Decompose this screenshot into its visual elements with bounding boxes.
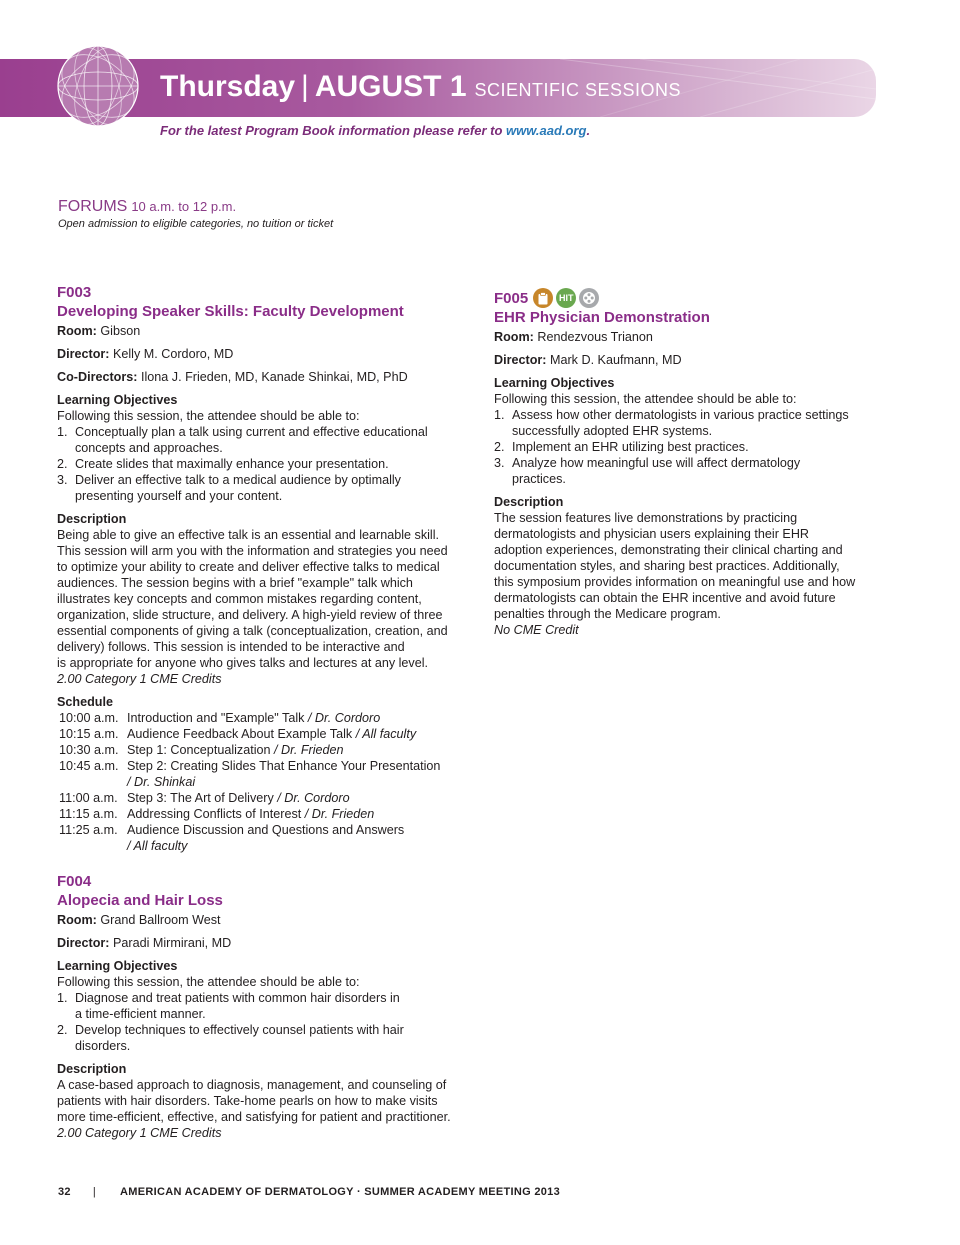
list-item [57,424,467,456]
list-item [57,456,467,472]
notice-suffix: . [586,123,591,138]
item-text-cont: a time-efficient manner. [75,1007,206,1021]
item-number: 1. [57,425,68,439]
room-line [494,329,894,345]
forums-time: 10 a.m. to 12 p.m. [131,199,237,214]
session-f003 [57,283,467,854]
codirectors-label: Co-Directors: [57,370,138,384]
schedule-heading: Schedule [57,695,113,709]
schedule-row [57,758,467,790]
schedule-row [57,806,467,822]
schedule-list [57,710,467,854]
schedule-speaker: / All faculty [352,727,417,741]
schedule-text: Audience Discussion and Questions and Answers [127,823,405,837]
session-code: F004 [57,873,92,890]
page-footer [58,1186,560,1198]
description-line: penalties through the Medicare program. [494,607,721,621]
schedule-text: Step 1: Conceptualization [127,743,271,757]
schedule-text: Audience Feedback About Example Talk [127,727,353,741]
schedule-speaker: / Dr. Cordoro [273,791,350,805]
list-item [494,455,894,487]
schedule-text: Step 2: Creating Slides That Enhance Your Presentation [127,759,441,773]
schedule-row [57,790,467,806]
description-heading: Description [57,512,127,526]
clipboard-icon [533,288,553,308]
room-label: Room: [494,330,534,344]
session-title: EHR Physician Demonstration [494,309,710,326]
program-notice [160,123,590,138]
description-line: is appropriate for anyone who gives talks and lectures at any level. [57,656,429,670]
forums-label: FORUMS [58,198,128,215]
room-label: Room: [57,913,97,927]
list-item [494,407,894,439]
director-value: Paradi Mirmirani, MD [112,936,232,950]
list-item [494,439,894,455]
page-title [160,70,681,104]
cme-credits: 2.00 Category 1 CME Credits [57,1126,222,1140]
item-text-cont: presenting yourself and your content. [75,489,283,503]
schedule-entry [127,742,467,758]
objectives-heading: Learning Objectives [57,393,178,407]
schedule-time: 10:00 a.m. [59,711,119,725]
cme-credits: No CME Credit [494,623,579,637]
session-icons [533,288,599,308]
schedule-speaker: / Dr. Shinkai [127,775,196,789]
footer-separator: | [92,1186,97,1198]
room-label: Room: [57,324,97,338]
schedule-time: 11:15 a.m. [59,807,118,821]
schedule-text: Addressing Conflicts of Interest [127,807,302,821]
schedule-speaker: / Dr. Frieden [301,807,375,821]
globe-logo-icon [56,44,140,128]
schedule-entry [127,822,467,854]
description-line: This session will arm you with the information and strategies you need [57,544,448,558]
schedule-entry [127,726,467,742]
description-line: organization, slide structure, and delivery. A high-yield review of three [57,608,443,622]
description-line: adoption experiences, demonstrating their clinical charting and [494,543,843,557]
session-title: Developing Speaker Skills: Faculty Development [57,303,404,320]
description-heading: Description [57,1062,127,1076]
schedule-speaker: / All faculty [127,839,188,853]
director-label: Director: [57,347,110,361]
list-item [57,472,467,504]
item-text: Assess how other dermatologists in various practice settings [512,408,849,422]
schedule-row [57,710,467,726]
director-line [57,346,467,362]
room-value: Gibson [100,324,141,338]
schedule-text: Step 3: The Art of Delivery [127,791,274,805]
description-line: this symposium provides information on meaningful use and how [494,575,856,589]
director-label: Director: [57,936,110,950]
item-number: 2. [57,1023,68,1037]
description-body [494,510,894,622]
director-line [57,935,477,951]
schedule-time: 10:45 a.m. [59,759,119,773]
schedule-entry [127,806,467,822]
description-line: essential components of giving a talk (conceptualization, creation, and [57,624,448,638]
session-code: F003 [57,284,92,301]
item-text: Diagnose and treat patients with common hair disorders in [75,991,400,1005]
title-date: AUGUST 1 [314,70,467,103]
description-line: dermatologists can obtain the EHR incentive and avoid future [494,591,836,605]
description-line: audiences. The session begins with a brief "example" talk which [57,576,413,590]
description-line: A case-based approach to diagnosis, management, and counseling of [57,1078,447,1092]
list-item [57,1022,477,1054]
item-text-cont: concepts and approaches. [75,441,223,455]
session-title: Alopecia and Hair Loss [57,892,223,909]
item-number: 1. [57,991,68,1005]
schedule-time: 10:15 a.m. [59,727,119,741]
objectives-list [494,407,894,487]
schedule-entry [127,758,467,790]
page-number: 32 [58,1186,71,1198]
objectives-heading: Learning Objectives [57,959,178,973]
schedule-time: 11:00 a.m. [59,791,118,805]
aad-link[interactable]: www.aad.org [506,123,587,138]
schedule-entry [127,790,467,806]
hit-icon: HIT [556,288,576,308]
description-line: The session features live demonstrations by practicing [494,511,798,525]
codirectors-line [57,369,467,385]
description-heading: Description [494,495,564,509]
session-f005 [494,288,894,638]
notice-text: For the latest Program Book information please refer to [160,123,507,138]
footer-text: AMERICAN ACADEMY OF DERMATOLOGY · SUMMER ACADEMY MEETING 2013 [120,1186,561,1198]
description-line: Being able to give an effective talk is an essential and learnable skill. [57,528,440,542]
schedule-text: Introduction and "Example" Talk [127,711,305,725]
session-code: F005 [494,289,529,307]
item-number: 3. [57,473,68,487]
title-separator: | [301,70,309,103]
schedule-entry [127,710,467,726]
schedule-speaker: / Dr. Frieden [270,743,344,757]
session-code-line [494,288,894,308]
description-line: documentation styles, and sharing best practices. Additionally, [494,559,840,573]
description-line: illustrates key concepts and common mistakes regarding content, [57,592,422,606]
film-reel-icon [579,288,599,308]
schedule-row [57,822,467,854]
schedule-row [57,726,467,742]
schedule-time: 10:30 a.m. [59,743,119,757]
forums-heading [58,198,236,216]
codirectors-value: Ilona J. Frieden, MD, Kanade Shinkai, MD, PhD [140,370,408,384]
room-value: Rendezvous Trianon [537,330,653,344]
description-line: delivery) follows. This session is intended to be interactive and [57,640,405,654]
description-body [57,1077,477,1125]
description-body [57,527,467,671]
room-value: Grand Ballroom West [100,913,221,927]
item-number: 2. [57,457,68,471]
objectives-intro: Following this session, the attendee should be able to: [57,409,360,423]
schedule-speaker: / Dr. Cordoro [304,711,381,725]
item-text-cont: practices. [512,472,566,486]
forums-admission: Open admission to eligible categories, no tuition or ticket [58,218,334,230]
director-value: Mark D. Kaufmann, MD [549,353,682,367]
description-line: dermatologists and physician users explaining their EHR [494,527,810,541]
schedule-row [57,742,467,758]
item-text: Develop techniques to effectively counsel patients with hair [75,1023,404,1037]
session-f004 [57,872,477,1141]
objectives-intro: Following this session, the attendee should be able to: [494,392,797,406]
room-line [57,323,467,339]
item-text: Analyze how meaningful use will affect dermatology [512,456,801,470]
item-text: Create slides that maximally enhance your presentation. [75,457,389,471]
director-line [494,352,894,368]
room-line [57,912,477,928]
item-number: 1. [494,408,505,422]
objectives-intro: Following this session, the attendee should be able to: [57,975,360,989]
item-number: 3. [494,456,505,470]
objectives-heading: Learning Objectives [494,376,615,390]
cme-credits: 2.00 Category 1 CME Credits [57,672,222,686]
description-line: more time-efficient, effective, and satisfying for patient and practitioner. [57,1110,451,1124]
director-label: Director: [494,353,547,367]
objectives-list [57,990,477,1054]
item-text: Conceptually plan a talk using current and effective educational [75,425,428,439]
director-value: Kelly M. Cordoro, MD [112,347,234,361]
schedule-time: 11:25 a.m. [59,823,118,837]
item-number: 2. [494,440,505,454]
item-text-cont: disorders. [75,1039,131,1053]
item-text: Deliver an effective talk to a medical audience by optimally [75,473,401,487]
list-item [57,990,477,1022]
description-line: patients with hair disorders. Take-home pearls on how to make visits [57,1094,438,1108]
description-line: to optimize your ability to create and deliver effective talks to medical [57,560,440,574]
item-text-cont: successfully adopted EHR systems. [512,424,713,438]
title-subtitle: SCIENTIFIC SESSIONS [474,80,682,100]
title-day: Thursday [160,70,296,103]
item-text: Implement an EHR utilizing best practices. [512,440,749,454]
objectives-list [57,424,467,504]
